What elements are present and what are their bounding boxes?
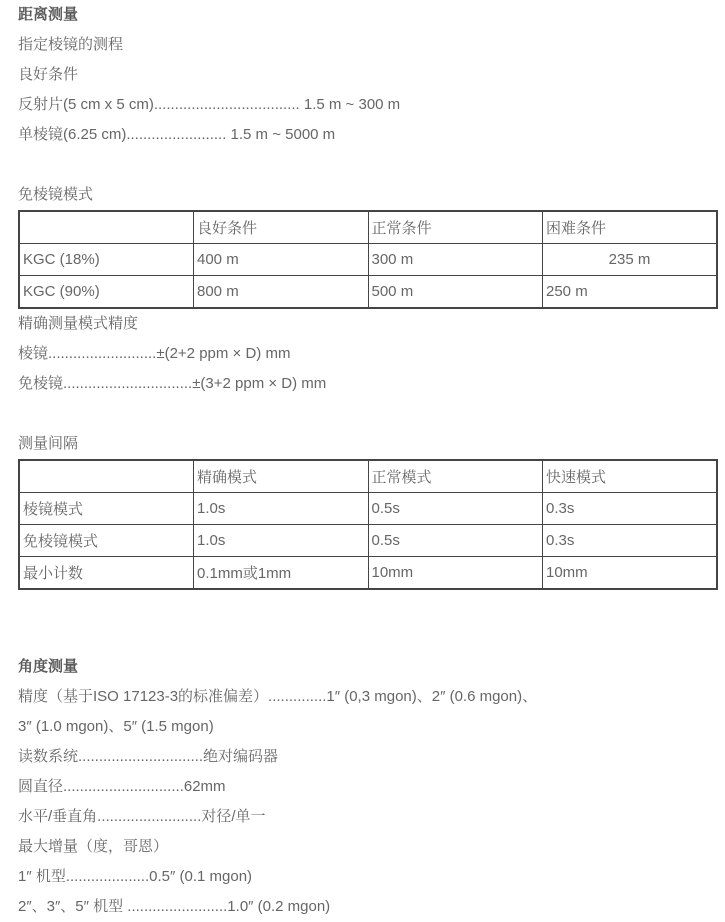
header-cell-empty: [19, 211, 194, 244]
cell-value: 250 m: [543, 276, 718, 309]
cell-value: 10mm: [368, 557, 543, 590]
cell-label: 最小计数: [19, 557, 194, 590]
cell-value: 10mm: [543, 557, 718, 590]
reflectorless-range-table: [18, 210, 718, 309]
angle-accuracy-spec-line2: 3″ (1.0 mgon)、5″ (1.5 mgon): [18, 718, 214, 735]
cell-label: 棱镜模式: [19, 493, 194, 525]
cell-value: 1.0s: [194, 525, 369, 557]
cell-value: 0.1mm或1mm: [194, 557, 369, 590]
prism-range-title: 指定棱镜的测程: [18, 36, 124, 53]
angle-measurement-heading: 角度测量: [18, 658, 79, 675]
header-cell-fine: 精确模式: [194, 460, 369, 493]
cell-value: 0.3s: [543, 493, 718, 525]
max-increment-label: 最大增量（度，哥恩）: [18, 838, 169, 855]
table-header-row: [19, 460, 717, 493]
header-cell-normal: 正常模式: [368, 460, 543, 493]
measurement-interval-table: [18, 459, 718, 590]
cell-value: 800 m: [194, 276, 369, 309]
cell-value: 0.5s: [368, 493, 543, 525]
cell-label: 免棱镜模式: [19, 525, 194, 557]
cell-value: 500 m: [368, 276, 543, 309]
table-header-row: [19, 211, 717, 244]
section-gap: [18, 590, 718, 652]
fine-accuracy-prism-spec: 棱镜..........................±(2+2 ppm × D) mm: [18, 345, 291, 362]
horizontal-vertical-angle-spec: 水平/垂直角.........................对径/单一: [18, 808, 266, 825]
table-row-least-count: [19, 557, 717, 590]
table-row-kgc90: [19, 276, 717, 309]
reading-system-spec: 读数系统..............................绝对编码器: [18, 748, 279, 765]
cell-value: 300 m: [368, 244, 543, 276]
good-condition-label: 良好条件: [18, 66, 79, 83]
model-1sec-spec: 1″ 机型....................0.5″ (0.1 mgon): [18, 868, 253, 885]
blank-line: [18, 399, 718, 429]
reflective-sheet-spec: 反射片(5 cm x 5 cm)................................... 1.5 m ~ 300 m: [18, 96, 401, 113]
measurement-interval-title: 测量间隔: [18, 435, 79, 452]
header-cell-fast: 快速模式: [543, 460, 718, 493]
reflectorless-mode-title: 免棱镜模式: [18, 186, 94, 203]
cell-label: KGC (18%): [19, 244, 194, 276]
table-row-prism-mode: [19, 493, 717, 525]
header-cell-good: 良好条件: [194, 211, 369, 244]
cell-value: 0.5s: [368, 525, 543, 557]
angle-accuracy-spec-line1: 精度（基于ISO 17123-3的标准偏差）..............1″ (0,3 mgon)、2″ (0.6 mgon)、: [18, 688, 538, 705]
table-row-kgc18: [19, 244, 717, 276]
header-cell-normal: 正常条件: [368, 211, 543, 244]
header-cell-difficult: 困难条件: [543, 211, 718, 244]
fine-accuracy-reflectorless-spec: 免棱镜...............................±(3+2 ppm × D) mm: [18, 375, 327, 392]
header-cell-empty: [19, 460, 194, 493]
fine-accuracy-title: 精确测量模式精度: [18, 315, 139, 332]
cell-value: 1.0s: [194, 493, 369, 525]
circle-diameter-spec: 圆直径.............................62mm: [18, 778, 226, 795]
cell-value: 235 m: [543, 244, 718, 276]
cell-label: KGC (90%): [19, 276, 194, 309]
cell-value: 400 m: [194, 244, 369, 276]
single-prism-spec: 单棱镜(6.25 cm)........................ 1.5 m ~ 5000 m: [18, 126, 336, 143]
blank-line: [18, 150, 718, 180]
distance-measurement-heading: 距离测量: [18, 6, 79, 23]
model-235sec-spec: 2″、3″、5″ 机型 ........................1.0″ (0.2 mgon): [18, 898, 331, 915]
table-row-reflectorless-mode: [19, 525, 717, 557]
cell-value: 0.3s: [543, 525, 718, 557]
